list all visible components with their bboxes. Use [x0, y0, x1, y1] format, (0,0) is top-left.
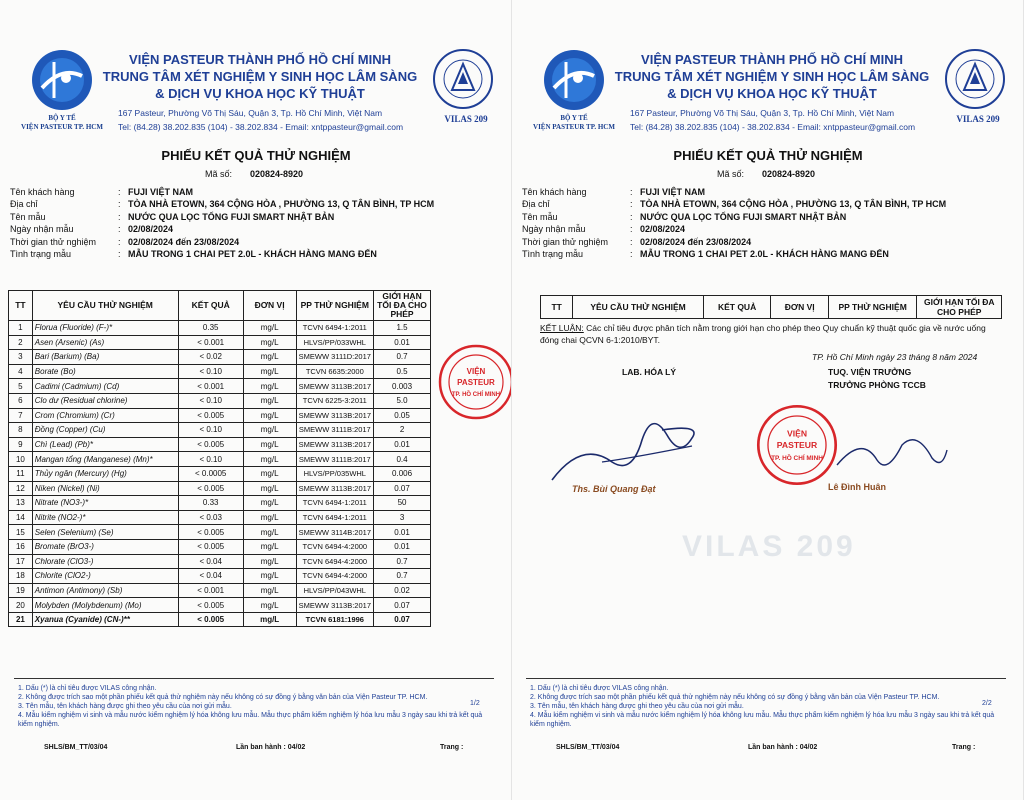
table-row [9, 569, 431, 584]
stamp-text-2: PASTEUR [776, 440, 818, 451]
footer-edition: Lần ban hành : 04/02 [748, 744, 818, 751]
info-row-sample-status: Tình trạng mẫu : MẪU TRONG 1 CHAI PET 2.0L - KHÁCH HÀNG MANG ĐẾN [10, 248, 377, 259]
cell-limit: 0.5 [374, 364, 431, 379]
cell-tt: 1 [9, 321, 33, 336]
cell-name: Antimon (Antimony) (Sb) [32, 583, 178, 598]
cell-result: < 0.005 [178, 598, 243, 613]
report-code: 020824-8920 [250, 169, 304, 179]
footer-divider [526, 678, 1006, 679]
footnote-3: 3. Tên mẫu, tên khách hàng được ghi theo yêu cầu của nơi gửi mẫu. [530, 703, 744, 710]
page-marker: 2/2 [982, 700, 992, 707]
cell-unit: mg/L [243, 612, 296, 627]
cell-tt: 18 [9, 569, 33, 584]
cell-limit: 0.02 [374, 583, 431, 598]
cell-limit: 0.07 [374, 612, 431, 627]
info-label: Tình trạng mẫu [522, 248, 584, 259]
col-method: PP THỬ NGHIỆM [828, 296, 917, 319]
cell-result: < 0.02 [178, 350, 243, 365]
cell-result: < 0.001 [178, 335, 243, 350]
report-code-label: Mã số: [717, 169, 745, 179]
cell-name: Xyanua (Cyanide) (CN-)** [32, 612, 178, 627]
col-unit: ĐƠN VỊ [243, 291, 296, 321]
cell-method: HLVS/PP/035WHL [296, 466, 374, 481]
pasteur-logo-icon [542, 48, 606, 112]
info-label: Tên mẫu [10, 211, 46, 222]
red-seal-stamp-icon [436, 342, 512, 422]
info-row-customer: Tên khách hàng : FUJI VIỆT NAM [522, 187, 706, 197]
table-header-row [541, 296, 1002, 319]
footnotes [18, 684, 488, 729]
footnote-1: 1. Dấu (*) là chỉ tiêu được VILAS công nhận. [18, 685, 157, 692]
table-row [9, 510, 431, 525]
table-row [9, 364, 431, 379]
cell-unit: mg/L [243, 539, 296, 554]
cell-name: Thủy ngân (Mercury) (Hg) [32, 466, 178, 481]
cell-method: SMEWW 3114B:2017 [296, 525, 374, 540]
cell-limit: 0.003 [374, 379, 431, 394]
cell-unit: mg/L [243, 569, 296, 584]
report-title: PHIẾU KẾT QUẢ THỬ NGHIỆM [161, 148, 351, 163]
cell-unit: mg/L [243, 335, 296, 350]
cell-limit: 0.7 [374, 350, 431, 365]
cell-unit: mg/L [243, 481, 296, 496]
cell-tt: 16 [9, 539, 33, 554]
table-row [9, 525, 431, 540]
table-header-row [9, 291, 431, 321]
info-value: TÒA NHÀ ETOWN, 364 CỘNG HÒA , PHƯỜNG 13, Q TÂN BÌNH, TP HCM [128, 199, 435, 210]
results-table-header [540, 295, 1002, 319]
footer-form-code: SHLS/BM_TT/03/04 [44, 744, 108, 751]
info-label: Địa chỉ [522, 199, 550, 210]
cell-limit: 1.5 [374, 321, 431, 336]
cell-result: < 0.03 [178, 510, 243, 525]
cell-method: TCVN 6181:1996 [296, 612, 374, 627]
info-row-received-date: Ngày nhận mẫu : 02/08/2024 [10, 224, 174, 235]
cell-name: Florua (Fluoride) (F-)* [32, 321, 178, 336]
cell-unit: mg/L [243, 393, 296, 408]
info-value: 02/08/2024 [640, 224, 686, 235]
info-value: FUJI VIỆT NAM [128, 187, 194, 197]
cell-method: SMEWW 3113B:2017 [296, 598, 374, 613]
cell-tt: 9 [9, 437, 33, 452]
col-test-name: YÊU CẦU THỬ NGHIỆM [573, 296, 703, 319]
info-value: 02/08/2024 đến 23/08/2024 [128, 236, 240, 247]
signer-right: Lê Đình Huân [828, 482, 886, 492]
vilas-accreditation-icon [432, 48, 494, 110]
cell-name: Chlorate (ClO3-) [32, 554, 178, 569]
info-label: Địa chỉ [10, 199, 38, 210]
logo-caption-ministry: BỘ Y TẾ [48, 114, 76, 122]
info-row-received-date: Ngày nhận mẫu : 02/08/2024 [522, 224, 686, 235]
pasteur-logo-icon [30, 48, 94, 112]
cell-name: Bari (Barium) (Ba) [32, 350, 178, 365]
header-contact: Tel: (84.28) 38.202.835 (104) - 38.202.834 - Email: xntppasteur@gmail.com [118, 122, 404, 132]
cell-unit: mg/L [243, 525, 296, 540]
report-title: PHIẾU KẾT QUẢ THỬ NGHIỆM [673, 148, 863, 163]
info-row-sample-status: Tình trạng mẫu : MẪU TRONG 1 CHAI PET 2.0L - KHÁCH HÀNG MANG ĐẾN [522, 248, 889, 259]
cell-unit: mg/L [243, 466, 296, 481]
sign-date: TP. Hồ Chí Minh ngày 23 tháng 8 năm 2024 [812, 352, 978, 362]
cell-result: < 0.04 [178, 569, 243, 584]
footer-divider [14, 678, 494, 679]
info-value: NƯỚC QUA LỌC TỔNG FUJI SMART NHẬT BẢN [128, 211, 335, 222]
header-address: 167 Pasteur, Phường Võ Thị Sáu, Quận 3, Tp. Hồ Chí Minh, Việt Nam [630, 108, 895, 118]
footer-edition: Lần ban hành : 04/02 [236, 744, 306, 751]
cell-unit: mg/L [243, 408, 296, 423]
info-label: Thời gian thử nghiệm [10, 236, 96, 247]
cell-unit: mg/L [243, 510, 296, 525]
footer-page-label: Trang : [440, 744, 464, 751]
cell-name: Bromate (BrO3-) [32, 539, 178, 554]
info-value: TÒA NHÀ ETOWN, 364 CỘNG HÒA , PHƯỜNG 13, Q TÂN BÌNH, TP HCM [640, 199, 947, 210]
stamp-text-1: VIỆN [466, 367, 486, 376]
col-result: KẾT QUẢ [178, 291, 243, 321]
cell-limit: 0.01 [374, 335, 431, 350]
signer-left: Ths. Bùi Quang Đạt [572, 484, 656, 494]
cell-name: Nitrate (NO3-)* [32, 496, 178, 511]
col-tt: TT [541, 296, 573, 319]
table-row [9, 598, 431, 613]
header-center-name: TRUNG TÂM XÉT NGHIỆM Y SINH HỌC LÂM SÀNG [102, 69, 418, 84]
conclusion-label: KẾT LUẬN: [540, 323, 584, 333]
cell-method: TCVN 6225-3:2011 [296, 393, 374, 408]
table-row [9, 496, 431, 511]
vilas-caption: VILAS 209 [956, 114, 1000, 124]
cell-name: Crom (Chromium) (Cr) [32, 408, 178, 423]
cell-method: TCVN 6494-1:2011 [296, 321, 374, 336]
cell-name: Clo dư (Residual chlorine) [32, 393, 178, 408]
info-label: Ngày nhận mẫu [522, 224, 586, 235]
header-institute-name: VIỆN PASTEUR THÀNH PHỐ HỒ CHÍ MINH [129, 52, 391, 67]
table-row [9, 583, 431, 598]
lab-label: LAB. HÓA LÝ [622, 367, 676, 377]
footnote-3: 3. Tên mẫu, tên khách hàng được ghi theo yêu cầu của nơi gửi mẫu. [18, 703, 232, 710]
cell-tt: 13 [9, 496, 33, 511]
cell-result: < 0.10 [178, 393, 243, 408]
conclusion [540, 322, 1000, 346]
cell-method: SMEWW 3113B:2017 [296, 379, 374, 394]
director-title: TUQ. VIỆN TRƯỞNG [828, 367, 912, 377]
cell-name: Niken (Nickel) (Ni) [32, 481, 178, 496]
conclusion-text: Các chỉ tiêu được phân tích nằm trong giới hạn cho phép theo Quy chuẩn kỹ thuật quốc gia về nước uống đóng chai QCVN 6-1:2010/BYT. [540, 323, 986, 345]
cell-method: TCVN 6494-1:2011 [296, 510, 374, 525]
cell-tt: 15 [9, 525, 33, 540]
cell-result: < 0.005 [178, 437, 243, 452]
table-row [9, 452, 431, 467]
cell-limit: 2 [374, 423, 431, 438]
customer-info [10, 187, 500, 261]
cell-name: Asen (Arsenic) (As) [32, 335, 178, 350]
cell-method: TCVN 6635:2000 [296, 364, 374, 379]
vilas-caption: VILAS 209 [444, 114, 488, 124]
cell-limit: 0.01 [374, 525, 431, 540]
cell-method: SMEWW 3111B:2017 [296, 423, 374, 438]
cell-name: Chlorite (ClO2-) [32, 569, 178, 584]
cell-limit: 5.0 [374, 393, 431, 408]
info-label: Tên khách hàng [10, 187, 75, 197]
info-label: Tình trạng mẫu [10, 248, 72, 259]
results-table [8, 290, 431, 627]
cell-method: HLVS/PP/043WHL [296, 583, 374, 598]
footnote-2: 2. Không được trích sao một phần phiếu kết quả thử nghiệm này nếu không có sự đồng ý bằng văn bản của Viện Pasteur TP. HCM. [530, 694, 940, 701]
col-limit: GIỚI HẠN TỐI ĐA CHO PHÉP [917, 296, 1002, 319]
report-code-label: Mã số: [205, 169, 233, 179]
cell-method: SMEWW 3113B:2017 [296, 408, 374, 423]
cell-tt: 5 [9, 379, 33, 394]
page-marker: 1/2 [470, 700, 480, 707]
cell-result: < 0.10 [178, 423, 243, 438]
info-row-customer: Tên khách hàng : FUJI VIỆT NAM [10, 187, 194, 197]
cell-name: Selen (Selenium) (Se) [32, 525, 178, 540]
footer-form-code: SHLS/BM_TT/03/04 [556, 744, 620, 751]
cell-limit: 0.006 [374, 466, 431, 481]
footnote-4: 4. Mẫu kiểm nghiệm vi sinh và mẫu nước kiểm nghiệm lý hóa không lưu mẫu. Mẫu thực phẩm kiểm nghiệm lý hóa lưu mẫu 3 ngày sau khi trả kết quả kiểm nghiệm. [18, 712, 483, 728]
info-label: Ngày nhận mẫu [10, 224, 74, 235]
footnotes [530, 684, 1000, 729]
vilas-accreditation-icon [944, 48, 1006, 110]
cell-limit: 0.05 [374, 408, 431, 423]
cell-unit: mg/L [243, 598, 296, 613]
cell-tt: 11 [9, 466, 33, 481]
cell-limit: 0.7 [374, 569, 431, 584]
cell-limit: 0.01 [374, 437, 431, 452]
stamp-text-2: PASTEUR [457, 378, 495, 387]
vilas-watermark: VILAS 209 [682, 530, 856, 563]
cell-method: TCVN 6494-4:2000 [296, 554, 374, 569]
cell-tt: 12 [9, 481, 33, 496]
table-row [9, 466, 431, 481]
cell-tt: 20 [9, 598, 33, 613]
footnote-4: 4. Mẫu kiểm nghiệm vi sinh và mẫu nước kiểm nghiệm lý hóa không lưu mẫu. Mẫu thực phẩm kiểm nghiệm lý hóa lưu mẫu 3 ngày sau khi trả kết quả kiểm nghiệm. [530, 712, 995, 728]
cell-result: < 0.0005 [178, 466, 243, 481]
cell-limit: 0.4 [374, 452, 431, 467]
header-service-name: & DỊCH VỤ KHOA HỌC KỸ THUẬT [155, 86, 365, 101]
table-row [9, 393, 431, 408]
cell-name: Borate (Bo) [32, 364, 178, 379]
cell-method: TCVN 6494-4:2000 [296, 569, 374, 584]
cell-name: Cadimi (Cadmium) (Cd) [32, 379, 178, 394]
cell-tt: 21 [9, 612, 33, 627]
table-row [9, 379, 431, 394]
cell-name: Đồng (Copper) (Cu) [32, 423, 178, 438]
col-test-name: YÊU CẦU THỬ NGHIỆM [32, 291, 178, 321]
signature-right-icon [832, 430, 952, 480]
cell-method: SMEWW 3111B:2017 [296, 452, 374, 467]
cell-result: < 0.001 [178, 379, 243, 394]
header-address: 167 Pasteur, Phường Võ Thị Sáu, Quận 3, Tp. Hồ Chí Minh, Việt Nam [118, 108, 383, 118]
footnote-2: 2. Không được trích sao một phần phiếu kết quả thử nghiệm này nếu không có sự đồng ý bằng văn bản của Viện Pasteur TP. HCM. [18, 694, 428, 701]
director-subtitle: TRƯỞNG PHÒNG TCCB [828, 380, 926, 390]
logo-caption-institute: VIỆN PASTEUR TP. HCM [21, 123, 103, 131]
info-row-test-period: Thời gian thử nghiệm : 02/08/2024 đến 23/08/2024 [10, 236, 240, 247]
cell-unit: mg/L [243, 321, 296, 336]
info-label: Tên khách hàng [522, 187, 587, 197]
cell-result: < 0.10 [178, 452, 243, 467]
info-row-test-period: Thời gian thử nghiệm : 02/08/2024 đến 23/08/2024 [522, 236, 752, 247]
cell-result: < 0.10 [178, 364, 243, 379]
cell-tt: 14 [9, 510, 33, 525]
cell-unit: mg/L [243, 496, 296, 511]
cell-name: Nitrite (NO2-)* [32, 510, 178, 525]
cell-method: TCVN 6494-4:2000 [296, 539, 374, 554]
table-row [9, 539, 431, 554]
info-value: FUJI VIỆT NAM [640, 187, 706, 197]
cell-unit: mg/L [243, 554, 296, 569]
cell-tt: 19 [9, 583, 33, 598]
logo-caption-institute: VIỆN PASTEUR TP. HCM [533, 123, 615, 131]
header-service-name: & DỊCH VỤ KHOA HỌC KỸ THUẬT [667, 86, 877, 101]
cell-result: 0.35 [178, 321, 243, 336]
cell-result: < 0.04 [178, 554, 243, 569]
cell-name: Mangan tổng (Manganese) (Mn)* [32, 452, 178, 467]
customer-info [522, 187, 1012, 261]
table-row [9, 481, 431, 496]
cell-method: HLVS/PP/033WHL [296, 335, 374, 350]
page-header [0, 40, 512, 140]
info-value: NƯỚC QUA LỌC TỔNG FUJI SMART NHẬT BẢN [640, 211, 847, 222]
cell-limit: 0.07 [374, 481, 431, 496]
cell-result: < 0.005 [178, 539, 243, 554]
cell-tt: 6 [9, 393, 33, 408]
cell-tt: 3 [9, 350, 33, 365]
header-contact: Tel: (84.28) 38.202.835 (104) - 38.202.834 - Email: xntppasteur@gmail.com [630, 122, 916, 132]
stamp-text-3: TP. HỒ CHÍ MINH [771, 455, 823, 463]
info-value: MẪU TRONG 1 CHAI PET 2.0L - KHÁCH HÀNG MANG ĐẾN [640, 248, 889, 259]
col-limit: GIỚI HẠN TỐI ĐA CHO PHÉP [374, 291, 431, 321]
info-row-sample-name: Tên mẫu : NƯỚC QUA LỌC TỔNG FUJI SMART NHẬT BẢN [10, 211, 335, 222]
table-row [9, 554, 431, 569]
cell-tt: 2 [9, 335, 33, 350]
info-label: Tên mẫu [522, 211, 558, 222]
cell-tt: 8 [9, 423, 33, 438]
stamp-text-1: VIỆN [786, 428, 808, 439]
cell-limit: 3 [374, 510, 431, 525]
cell-method: TCVN 6494-1:2011 [296, 496, 374, 511]
cell-result: 0.33 [178, 496, 243, 511]
header-center-name: TRUNG TÂM XÉT NGHIỆM Y SINH HỌC LÂM SÀNG [614, 69, 930, 84]
table-row [9, 408, 431, 423]
info-row-address: Địa chỉ : TÒA NHÀ ETOWN, 364 CỘNG HÒA , PHƯỜNG 13, Q TÂN BÌNH, TP HCM [10, 199, 435, 210]
cell-unit: mg/L [243, 379, 296, 394]
table-row [9, 350, 431, 365]
logo-caption-ministry: BỘ Y TẾ [560, 114, 588, 122]
info-label: Thời gian thử nghiệm [522, 236, 608, 247]
cell-name: Chì (Lead) (Pb)* [32, 437, 178, 452]
cell-limit: 0.01 [374, 539, 431, 554]
cell-tt: 10 [9, 452, 33, 467]
cell-tt: 4 [9, 364, 33, 379]
table-row [9, 321, 431, 336]
stamp-text-3: TP. HỒ CHÍ MINH [451, 392, 501, 398]
info-value: 02/08/2024 [128, 224, 174, 235]
table-row [9, 335, 431, 350]
cell-limit: 0.7 [374, 554, 431, 569]
cell-method: SMEWW 3113B:2017 [296, 481, 374, 496]
cell-method: SMEWW 3113B:2017 [296, 437, 374, 452]
info-value: 02/08/2024 đến 23/08/2024 [640, 236, 752, 247]
col-tt: TT [9, 291, 33, 321]
report-code: 020824-8920 [762, 169, 816, 179]
cell-result: < 0.005 [178, 408, 243, 423]
page-header [512, 40, 1024, 140]
col-unit: ĐƠN VỊ [771, 296, 828, 319]
footer-page-label: Trang : [952, 744, 976, 751]
report-page-2 [512, 0, 1024, 800]
table-row [9, 437, 431, 452]
cell-unit: mg/L [243, 583, 296, 598]
cell-unit: mg/L [243, 364, 296, 379]
cell-limit: 50 [374, 496, 431, 511]
red-seal-stamp-icon [754, 402, 840, 488]
cell-result: < 0.001 [178, 583, 243, 598]
cell-tt: 7 [9, 408, 33, 423]
signature-left-icon [542, 400, 742, 490]
cell-unit: mg/L [243, 452, 296, 467]
table-row [9, 612, 431, 627]
cell-result: < 0.005 [178, 525, 243, 540]
col-result: KẾT QUẢ [703, 296, 771, 319]
cell-limit: 0.07 [374, 598, 431, 613]
table-row [9, 423, 431, 438]
cell-unit: mg/L [243, 423, 296, 438]
cell-unit: mg/L [243, 350, 296, 365]
info-row-address: Địa chỉ : TÒA NHÀ ETOWN, 364 CỘNG HÒA , PHƯỜNG 13, Q TÂN BÌNH, TP HCM [522, 199, 947, 210]
col-method: PP THỬ NGHIỆM [296, 291, 374, 321]
cell-tt: 17 [9, 554, 33, 569]
info-row-sample-name: Tên mẫu : NƯỚC QUA LỌC TỔNG FUJI SMART NHẬT BẢN [522, 211, 847, 222]
info-value: MẪU TRONG 1 CHAI PET 2.0L - KHÁCH HÀNG MANG ĐẾN [128, 248, 377, 259]
cell-result: < 0.005 [178, 481, 243, 496]
cell-method: SMEWW 3111D:2017 [296, 350, 374, 365]
header-institute-name: VIỆN PASTEUR THÀNH PHỐ HỒ CHÍ MINH [641, 52, 903, 67]
cell-unit: mg/L [243, 437, 296, 452]
cell-name: Molybden (Molybdenum) (Mo) [32, 598, 178, 613]
cell-result: < 0.005 [178, 612, 243, 627]
footnote-1: 1. Dấu (*) là chỉ tiêu được VILAS công nhận. [530, 685, 669, 692]
